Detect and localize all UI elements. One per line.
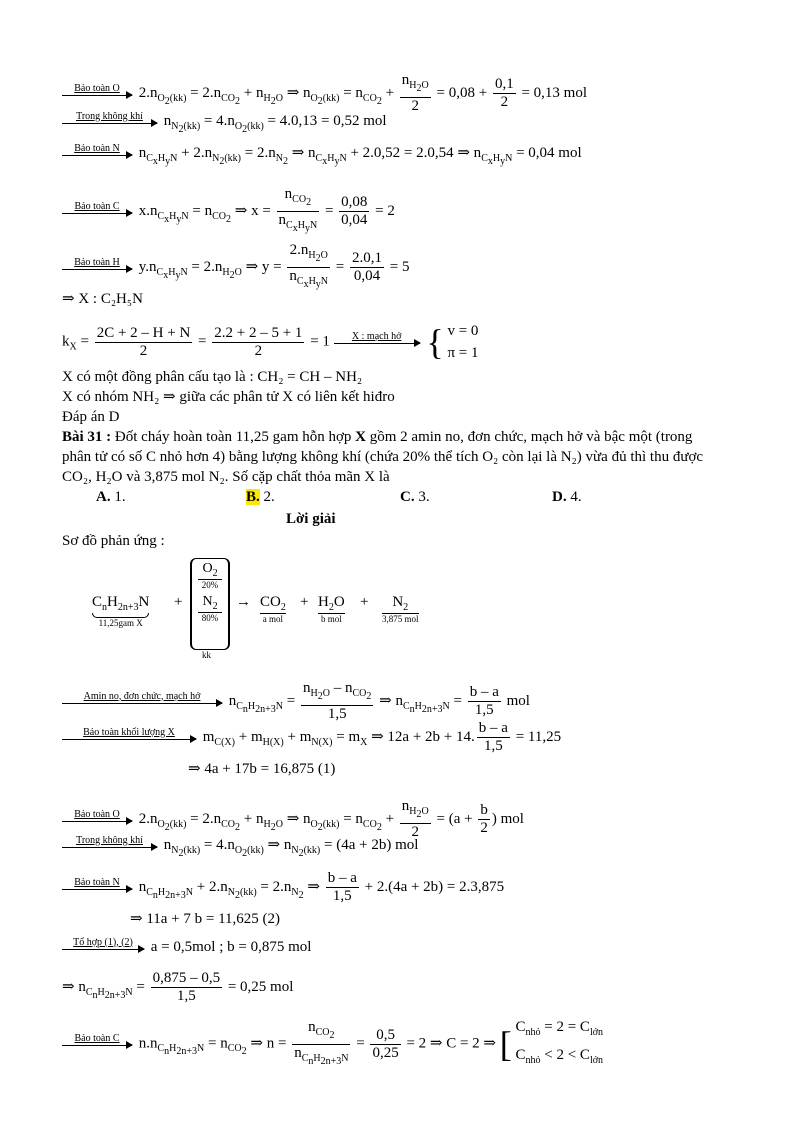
problem-31-line3: CO₂, H₂O và 3,875 mol N₂. Số cặp chất thỏa mãn X là bbox=[62, 469, 390, 485]
eq-air-1: Trong không khí $n_{N_2(kk)} = 4.n_{O_2(kk)} = 4.0,13 = 0,52$ mol bbox=[62, 112, 387, 139]
eq-nitrogen-balance-1: Bảo toàn N $n_{C_xH_yN} + 2.n_{N_2(kk)} = 2.n_{N_2}$ ⇒ $n_{C_xH_yN} + 2.0,52 = 2.0,54$ ⇒ $n_{C_xH_yN} = 0,04$ mol bbox=[62, 144, 582, 171]
eq-amine-mol: Amin no, đơn chức, mạch hở $n_{C_nH_{2n+3}N}$ = $\frac{n_{H_2O} - n_{CO_2}}{1,5}$ ⇒ $n_{C_nH_{2n+3}N}$ = $\frac{b - a}{1,5}$ mol bbox=[62, 680, 530, 723]
reaction-scheme: $C_nH_{2n+3}N$ 11,25gam X + $O_2$ 20% $N_2$ 80% kk → $CO_2$ a mol + $H_2O$ b mol + $N_2$ 3,875 mol bbox=[92, 558, 492, 656]
solution-heading: Lời giải bbox=[286, 511, 336, 527]
eq-carbon-balance-2: Bảo toàn C $n.n_{C_nH_{2n+3}N} = n_{CO_2}$ ⇒ n = $\frac{n_{CO_2}}{n_{C_nH_{2n+3}N}}$ = $\frac{0,5}{0,25}$ = 2 ⇒ C = 2 ⇒ [ $C_{nhỏ} = 2 = C_{lớn}$ $C_{nhỏ} < 2 < C_{lớn}$ bbox=[62, 1016, 603, 1072]
eq-combine: Tổ hợp (1), (2) a = 0,5mol ; b = 0,875 mol bbox=[62, 938, 311, 956]
scheme-heading: Sơ đồ phản ứng : bbox=[62, 533, 165, 549]
eq-2: ⇒ 11a + 7 b = 11,625 (2) bbox=[130, 911, 281, 927]
answer-text: Đáp án D bbox=[62, 409, 120, 425]
eq-mass-balance: Bảo toàn khối lượng X $m_{C(X)} + m_{H(X)} + m_{N(X)} = m_X$ ⇒ 12a + 2b + 14. $\frac{b - a}{1,5}$ = 11,25 bbox=[62, 720, 561, 755]
eq-k-value: $k_X$ = $\frac{2C + 2 - H + N}{2}$ = $\frac{2.2 + 2 - 5 + 1}{2}$ = 1 X : mạch hở { v = 0 π = 1 bbox=[62, 322, 479, 362]
problem-31-line1: Bài 31 : Đốt cháy hoàn toàn 11,25 gam hỗn hợp X gồm 2 amin no, đơn chức, mạch hở và bậc một (trong bbox=[62, 429, 693, 445]
x-formula: ⇒ X : C₂H₅N bbox=[62, 291, 143, 307]
eq-1: ⇒ 4a + 17b = 16,875 (1) bbox=[188, 761, 336, 777]
nh2-text: X có nhóm NH₂ ⇒ giữa các phân tử X có liên kết hiđro bbox=[62, 389, 395, 405]
problem-31-line2: phân tử có số C nhỏ hơn 4) bằng lượng không khí (chứa 20% thể tích O₂ còn lại là N₂) vừa đủ thì thu được bbox=[62, 449, 704, 465]
eq-nitrogen-balance-2: Bảo toàn N $n_{C_nH_{2n+3}N} + 2.n_{N_2(kk)} = 2.n_{N_2}$ ⇒ $\frac{b - a}{1,5}$ + 2.(4a + 2b) = 2.3,875 bbox=[62, 870, 504, 905]
eq-oxygen-balance-1: Bảo toàn O $2.n_{O_2(kk)} = 2.n_{CO_2} + n_{H_2O}$ ⇒ $n_{O_2(kk)} = n_{CO_2}$ + $\frac{n_{H_2O}}{2}$ = 0,08 + $\frac{0,1}{2}$ = 0,13 mol bbox=[62, 72, 587, 115]
eq-amine-total: ⇒ $n_{C_nH_{2n+3}N}$ = $\frac{0,875 - 0,5}{1,5}$ = 0,25 mol bbox=[62, 970, 294, 1004]
isomer-text: X có một đồng phân cấu tạo là : CH₂ = CH – NH₂ bbox=[62, 369, 363, 385]
eq-oxygen-balance-2: Bảo toàn O $2.n_{O_2(kk)} = 2.n_{CO_2} + n_{H_2O}$ ⇒ $n_{O_2(kk)} = n_{CO_2}$ + $\frac{n_{H_2O}}{2}$ = (a + $\frac{b}{2}$ ) mol bbox=[62, 798, 524, 841]
eq-hydrogen-balance-1: Bảo toàn H $y.n_{C_xH_yN} = 2.n_{H_2O}$ ⇒ y = $\frac{2.n_{H_2O}}{n_{C_xH_yN}}$ = $\frac{2.0,1}{0,04}$ = 5 bbox=[62, 242, 409, 293]
eq-air-2: Trong không khí $n_{N_2(kk)} = 4.n_{O_2(kk)}$ ⇒ $n_{N_2(kk)} = (4a + 2b)$ mol bbox=[62, 836, 418, 863]
eq-carbon-balance-1: Bảo toàn C $x.n_{C_xH_yN} = n_{CO_2}$ ⇒ x = $\frac{n_{CO_2}}{n_{C_xH_yN}}$ = $\frac{0,08}{0,04}$ = 2 bbox=[62, 186, 395, 237]
